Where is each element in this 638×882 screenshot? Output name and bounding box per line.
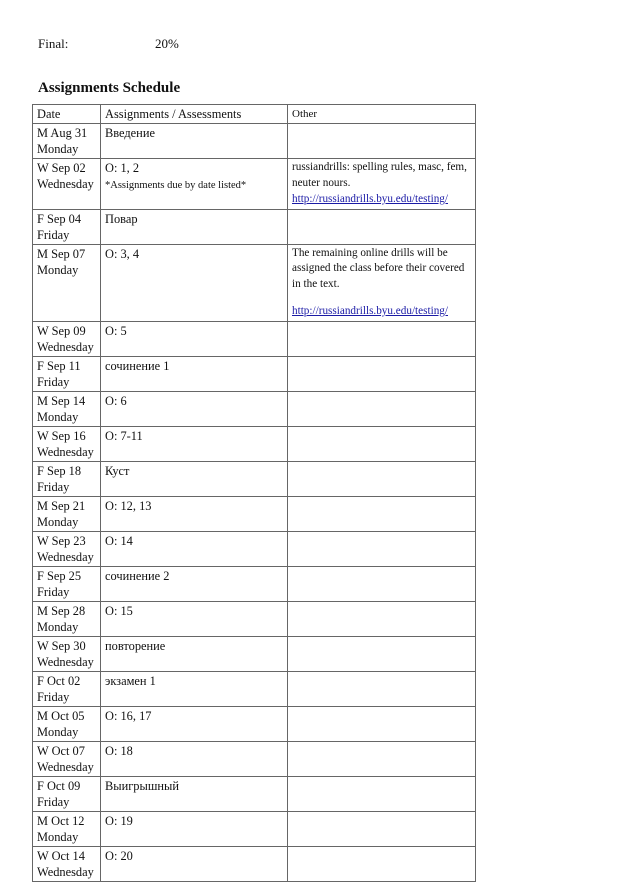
final-percentage: 20%: [155, 36, 179, 51]
weekday-text: Friday: [37, 689, 70, 704]
table-row: [33, 706, 476, 741]
assignment-cell: O: 6: [101, 391, 288, 426]
assignment-cell: Повар: [101, 209, 288, 244]
other-cell: [288, 601, 476, 636]
other-cell: [288, 776, 476, 811]
table-row: [33, 776, 476, 811]
section-title: Assignments Schedule: [38, 80, 181, 96]
other-cell: [288, 321, 476, 356]
date-text: F Sep 04: [37, 211, 82, 226]
date-text: W Sep 30: [37, 638, 86, 653]
assignments-table: [32, 104, 476, 882]
date-text: F Oct 09: [37, 778, 81, 793]
table-row: [33, 566, 476, 601]
table-row: [33, 124, 476, 159]
other-cell: [288, 124, 476, 159]
date-text: M Sep 21: [37, 498, 86, 513]
date-cell: [33, 391, 101, 426]
date-cell: [33, 776, 101, 811]
weekday-text: Monday: [37, 409, 79, 424]
other-cell: [288, 846, 476, 881]
other-cell: [288, 636, 476, 671]
final-grade-row: [38, 36, 179, 52]
due-date-note: *Assignments due by date listed*: [105, 180, 247, 191]
other-cell: [288, 531, 476, 566]
table-row: [33, 209, 476, 244]
final-label: Final:: [38, 36, 69, 51]
table-row: [33, 741, 476, 776]
other-text: russiandrills: spelling rules, masc, fem, neuter nours.: [292, 161, 467, 189]
table-row: [33, 811, 476, 846]
other-cell: [288, 706, 476, 741]
table-row: [33, 846, 476, 881]
date-cell: [33, 741, 101, 776]
table-header-row: [33, 105, 476, 124]
other-cell: [288, 426, 476, 461]
weekday-text: Wednesday: [37, 444, 94, 459]
date-cell: [33, 461, 101, 496]
date-text: M Oct 12: [37, 813, 85, 828]
weekday-text: Friday: [37, 227, 70, 242]
column-header-other: Other: [288, 105, 476, 124]
weekday-text: Wednesday: [37, 864, 94, 879]
date-text: W Sep 09: [37, 323, 86, 338]
assignment-cell: O: 19: [101, 811, 288, 846]
assignment-cell: O: 7-11: [101, 426, 288, 461]
assignment-cell: O: 15: [101, 601, 288, 636]
table-row: [33, 159, 476, 210]
weekday-text: Monday: [37, 514, 79, 529]
assignment-cell: O: 14: [101, 531, 288, 566]
table-row: [33, 531, 476, 566]
assignment-cell: O: 5: [101, 321, 288, 356]
date-text: M Sep 07: [37, 246, 86, 261]
other-cell: [288, 159, 476, 210]
table-row: [33, 461, 476, 496]
other-cell: [288, 391, 476, 426]
assignment-cell: O: 18: [101, 741, 288, 776]
date-cell: [33, 356, 101, 391]
weekday-text: Monday: [37, 262, 79, 277]
other-cell: [288, 461, 476, 496]
date-text: M Sep 14: [37, 393, 86, 408]
date-text: W Oct 07: [37, 743, 85, 758]
other-text: The remaining online drills will be assigned the class before their covered in the text.: [292, 246, 465, 290]
weekday-text: Friday: [37, 584, 70, 599]
other-cell: [288, 244, 476, 321]
weekday-text: Wednesday: [37, 339, 94, 354]
table-row: [33, 244, 476, 321]
russiandrills-link[interactable]: http://russiandrills.byu.edu/testing/: [292, 305, 448, 317]
date-text: W Sep 02: [37, 161, 86, 175]
weekday-text: Friday: [37, 479, 70, 494]
table-row: [33, 496, 476, 531]
date-text: W Oct 14: [37, 848, 85, 863]
weekday-text: Wednesday: [37, 759, 94, 774]
assignment-cell: O: 20: [101, 846, 288, 881]
assignment-cell: O: 3, 4: [101, 244, 288, 321]
date-cell: [33, 426, 101, 461]
date-cell: [33, 671, 101, 706]
table-row: [33, 356, 476, 391]
assignment-cell: Выигрышный: [101, 776, 288, 811]
date-cell: [33, 846, 101, 881]
other-cell: [288, 566, 476, 601]
table-row: [33, 391, 476, 426]
assignment-cell: [101, 159, 288, 210]
assignment-cell: повторение: [101, 636, 288, 671]
other-cell: [288, 811, 476, 846]
date-cell: [33, 159, 101, 210]
table-row: [33, 671, 476, 706]
date-cell: [33, 566, 101, 601]
assignment-cell: Введение: [101, 124, 288, 159]
date-text: M Aug 31: [37, 126, 88, 140]
date-cell: [33, 496, 101, 531]
date-cell: [33, 531, 101, 566]
weekday-text: Friday: [37, 794, 70, 809]
other-cell: [288, 741, 476, 776]
assignment-cell: сочинение 1: [101, 356, 288, 391]
date-cell: [33, 124, 101, 159]
weekday-text: Monday: [37, 619, 79, 634]
other-cell: [288, 209, 476, 244]
date-cell: [33, 601, 101, 636]
column-header-assignments: Assignments / Assessments: [101, 105, 288, 124]
table-row: [33, 321, 476, 356]
date-text: F Oct 02: [37, 673, 81, 688]
date-cell: [33, 321, 101, 356]
date-text: W Sep 16: [37, 428, 86, 443]
date-cell: [33, 811, 101, 846]
date-cell: [33, 244, 101, 321]
date-text: M Sep 28: [37, 603, 86, 618]
date-cell: [33, 706, 101, 741]
weekday-text: Wednesday: [37, 654, 94, 669]
weekday-text: Monday: [37, 142, 79, 156]
weekday-text: Monday: [37, 724, 79, 739]
other-cell: [288, 496, 476, 531]
date-text: W Sep 23: [37, 533, 86, 548]
date-text: F Sep 25: [37, 568, 82, 583]
weekday-text: Wednesday: [37, 549, 94, 564]
weekday-text: Friday: [37, 374, 70, 389]
weekday-text: Wednesday: [37, 177, 94, 191]
table-row: [33, 636, 476, 671]
date-cell: [33, 209, 101, 244]
column-header-date: Date: [33, 105, 101, 124]
russiandrills-link[interactable]: http://russiandrills.byu.edu/testing/: [292, 193, 448, 205]
date-text: F Sep 18: [37, 463, 82, 478]
assignment-cell: экзамен 1: [101, 671, 288, 706]
other-cell: [288, 356, 476, 391]
assignment-cell: Куст: [101, 461, 288, 496]
date-text: M Oct 05: [37, 708, 85, 723]
assignment-cell: O: 12, 13: [101, 496, 288, 531]
assignment-cell: сочинение 2: [101, 566, 288, 601]
date-text: F Sep 11: [37, 358, 81, 373]
weekday-text: Monday: [37, 829, 79, 844]
assignment-text: O: 1, 2: [105, 161, 140, 175]
table-row: [33, 601, 476, 636]
table-row: [33, 426, 476, 461]
assignment-cell: O: 16, 17: [101, 706, 288, 741]
other-cell: [288, 671, 476, 706]
date-cell: [33, 636, 101, 671]
